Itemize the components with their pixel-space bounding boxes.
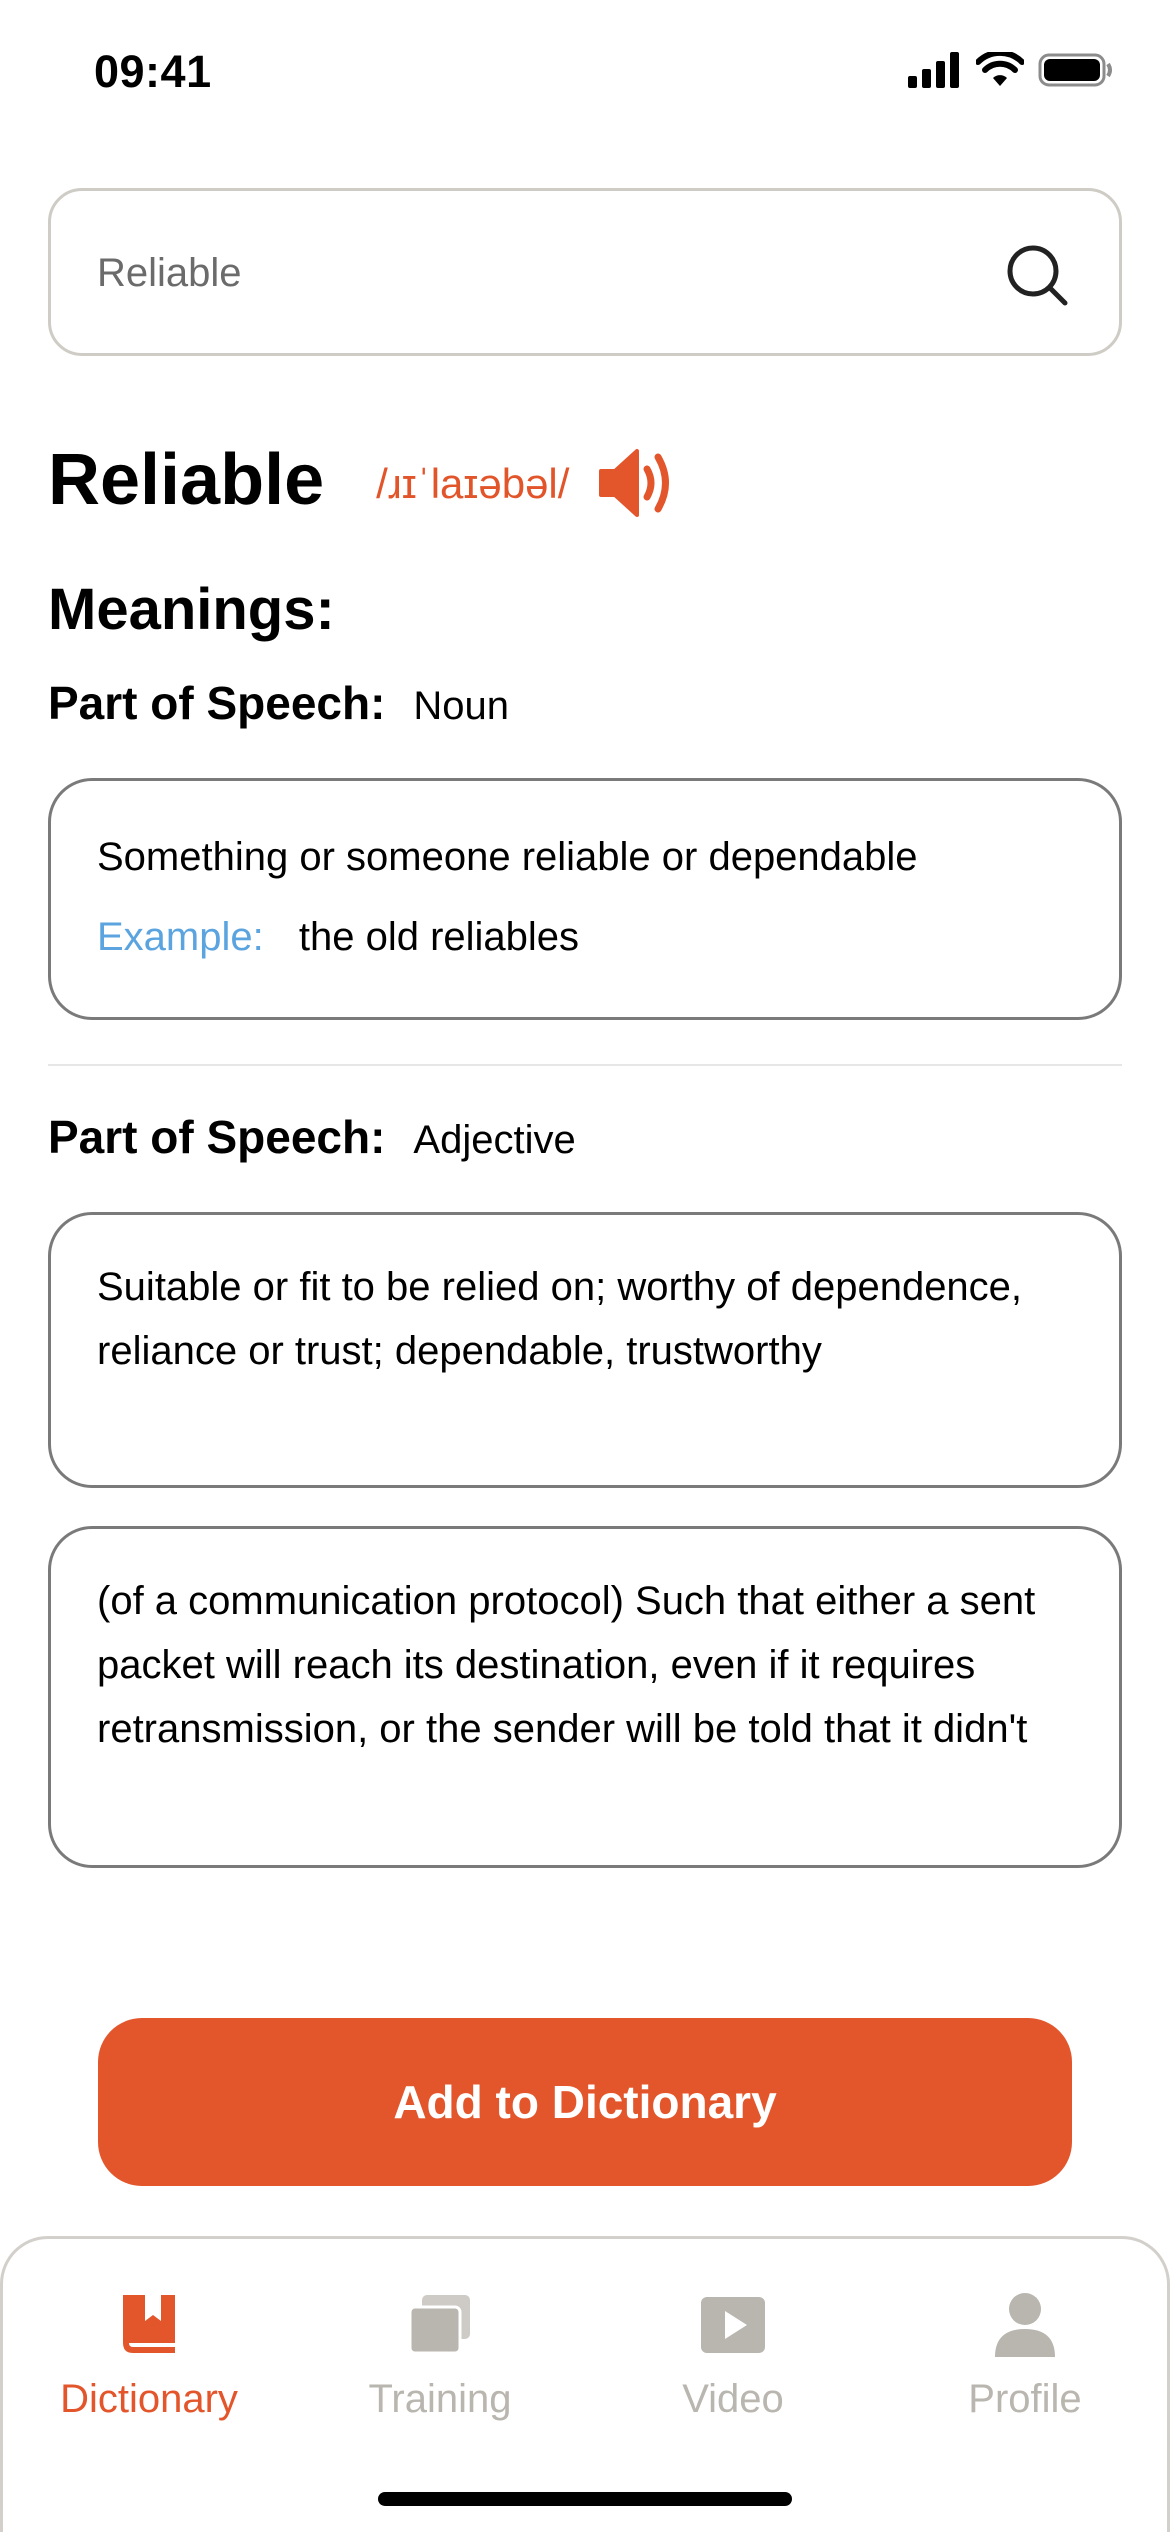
part-of-speech-adjective — [48, 1110, 576, 1164]
definition-card — [48, 778, 1122, 1020]
search-box[interactable] — [48, 188, 1122, 356]
status-icons — [908, 52, 1114, 88]
meanings-heading: Meanings: — [48, 577, 335, 642]
tab-label: Dictionary — [60, 2377, 238, 2421]
wifi-icon — [976, 52, 1024, 88]
definition-card — [48, 1212, 1122, 1488]
battery-icon — [1038, 52, 1114, 88]
search-icon[interactable] — [1005, 243, 1069, 307]
play-icon — [699, 2291, 767, 2359]
tab-label: Video — [682, 2377, 784, 2421]
pos-value: Noun — [413, 684, 510, 728]
word-header — [48, 430, 677, 530]
definition-card — [48, 1526, 1122, 1868]
status-time: 09:41 — [94, 46, 212, 97]
definition-text: Suitable or fit to be relied on; worthy of dependence, reliance or trust; dependable, trustworthy — [97, 1265, 1023, 1373]
add-to-dictionary-button[interactable]: Add to Dictionary — [98, 2018, 1072, 2186]
example-label: Example: — [97, 915, 264, 959]
person-icon — [991, 2291, 1059, 2359]
tab-bar — [0, 2236, 1170, 2532]
example-row — [97, 915, 1073, 960]
pos-value: Adjective — [413, 1118, 576, 1162]
pos-label: Part of Speech: — [48, 677, 386, 729]
tab-training[interactable] — [310, 2291, 570, 2431]
tab-profile[interactable] — [895, 2291, 1155, 2431]
phonetic: /ɹɪˈlaɪəbəl/ — [376, 460, 570, 507]
book-icon — [115, 2291, 183, 2359]
status-bar — [0, 0, 1170, 140]
signal-icon — [908, 52, 962, 88]
search-input[interactable] — [97, 241, 977, 305]
tab-label: Training — [368, 2377, 512, 2421]
part-of-speech-noun — [48, 676, 509, 730]
definition-text: Something or someone reliable or dependable — [97, 835, 918, 879]
example-text: the old reliables — [298, 915, 580, 959]
tab-video[interactable] — [603, 2291, 863, 2431]
tab-dictionary[interactable] — [19, 2291, 279, 2431]
home-indicator — [378, 2492, 792, 2506]
definition-text: (of a communication protocol) Such that either a sent packet will reach its destination, even if it requires retransmission, or the sender will be told that it didn't — [97, 1579, 1036, 1751]
pos-label: Part of Speech: — [48, 1111, 386, 1163]
word-title: Reliable — [48, 440, 325, 520]
tab-label: Profile — [968, 2377, 1082, 2421]
cards-icon — [406, 2291, 474, 2359]
speaker-icon[interactable] — [597, 445, 677, 521]
divider — [48, 1064, 1122, 1066]
